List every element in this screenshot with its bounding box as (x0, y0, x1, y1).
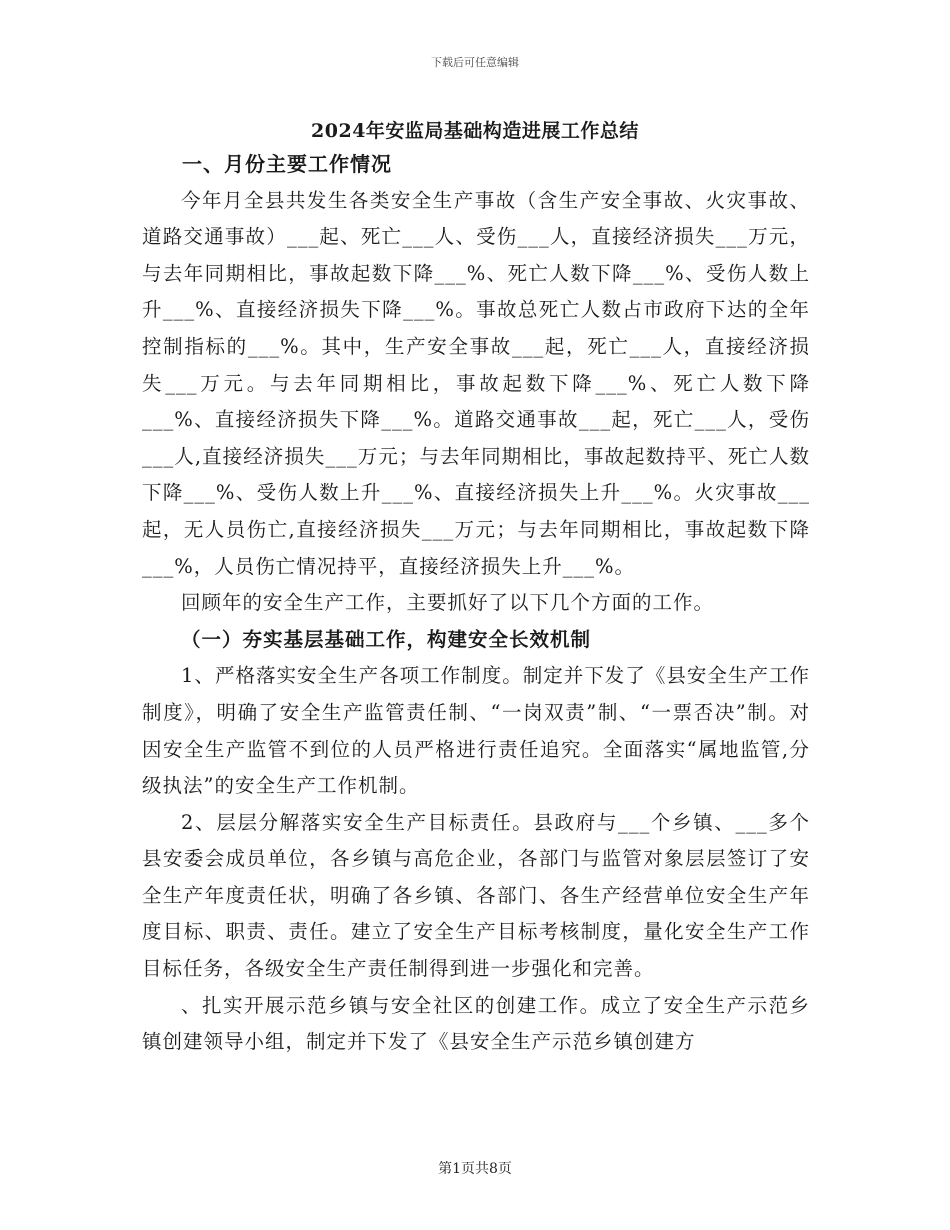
section-heading-1: 一、月份主要工作情况 (182, 152, 392, 176)
subsection-heading-1: （一）夯实基层基础工作，构建安全长效机制 (181, 627, 592, 651)
paragraph-accident-statistics: 今年月全县共发生各类安全生产事故（含生产安全事故、火灾事故、道路交通事故）___起、死亡___人、受伤___人，直接经济损失___万元，与去年同期相比，事故起数下降___%、死亡人数下降___%、受伤人数上升___%、直接经济损失下降___%。事故总死亡人数占市政府下达的全年控制指标的___%。其中，生产安全事故___起，死亡___人，直接经济损失___万元。与去年同期相比，事故起数下降___%、死亡人数下降___%、直接经济损失下降___%。道路交通事故___起，死亡___人，受伤___人,直接经济损失___万元；与去年同期相比，事故起数持平、死亡人数下降___%、受伤人数上升___%、直接经济损失上升___%。火灾事故___起，无人员伤亡,直接经济损失___万元；与去年同期相比，事故起数下降___%，人员伤亡情况持平，直接经济损失上升___%。 (142, 188, 810, 578)
paragraph-item-2: 2、层层分解落实安全生产目标责任。县政府与___个乡镇、___多个县安委会成员单位，各乡镇与高危企业，各部门与监管对象层层签订了安全生产年度责任状，明确了各乡镇、各部门、各生产经营单位安全生产年度目标、职责、责任。建立了安全生产目标考核制度，量化安全生产工作目标任务，各级安全生产责任制得到进一步强化和完善。 (142, 810, 810, 981)
paragraph-item-3: 、扎实开展示范乡镇与安全社区的创建工作。成立了安全生产示范乡镇创建领导小组，制定并下发了《县安全生产示范乡镇创建方 (142, 993, 810, 1054)
header-note: 下载后可任意编辑 (431, 56, 519, 69)
document-title: 2024年安监局基础构造进展工作总结 (311, 120, 639, 142)
paragraph-review: 回顾年的安全生产工作，主要抓好了以下几个方面的工作。 (181, 591, 715, 615)
paragraph-item-1: 1、严格落实安全生产各项工作制度。制定并下发了《县安全生产工作制度》，明确了安全生产监管责任制、“一岗双责”制、“一票否决”制。对因安全生产监管不到位的人员严格进行责任追究。全面落实“属地监管,分级执法”的安全生产工作机制。 (142, 664, 810, 798)
document-body (142, 146, 810, 1061)
page-number-footer: 第1页共8页 (438, 1161, 512, 1177)
